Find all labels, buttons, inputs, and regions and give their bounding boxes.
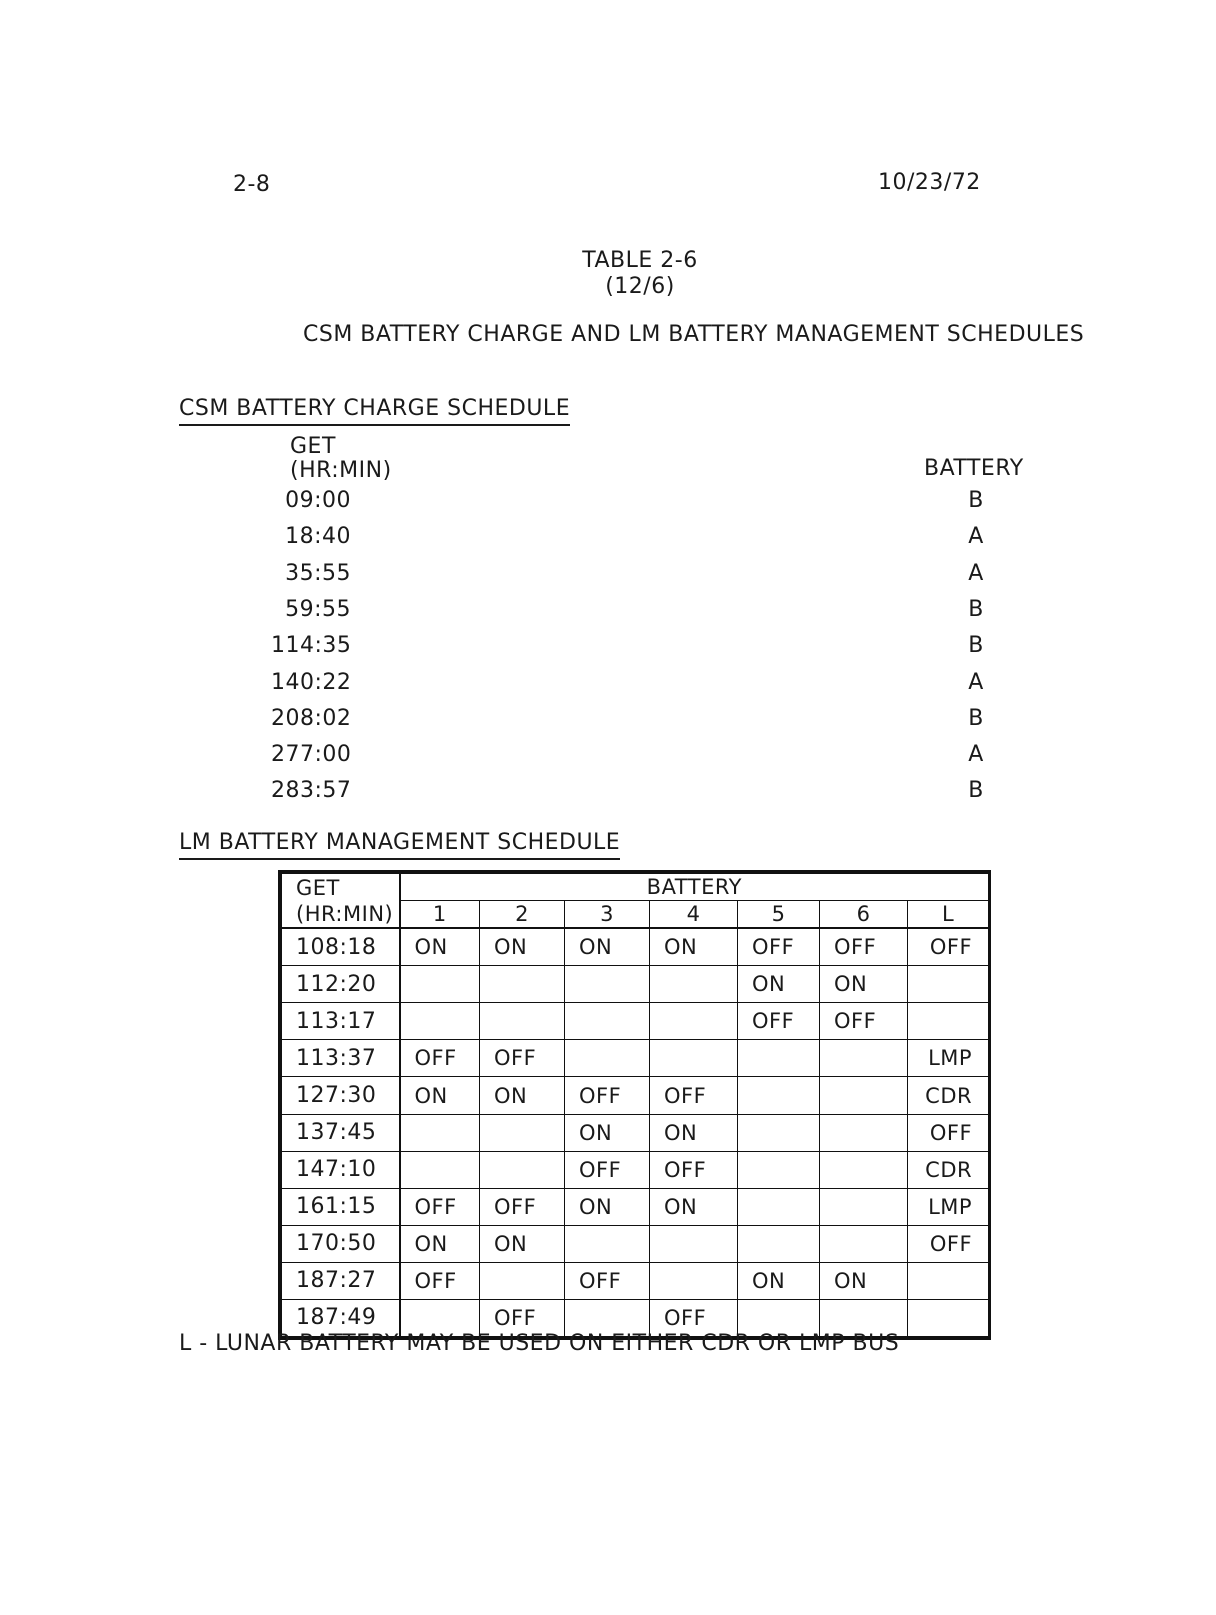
lm-get-value: 161:15 — [282, 1188, 400, 1225]
lm-get-value: 147:10 — [282, 1151, 400, 1188]
csm-schedule-row — [271, 776, 1011, 806]
lm-cell-battery-4 — [650, 1262, 738, 1299]
lm-cell-battery-2: ON — [480, 928, 565, 966]
lm-cell-battery-1: ON — [400, 1077, 480, 1114]
csm-schedule-row — [271, 704, 1011, 734]
lm-col-battery-l: L — [908, 901, 989, 929]
lm-cell-battery-4 — [650, 1225, 738, 1262]
lm-cell-battery-1 — [400, 1151, 480, 1188]
csm-battery-value: A — [968, 742, 984, 768]
lm-get-value: 187:27 — [282, 1262, 400, 1299]
lm-cell-battery-1: OFF — [400, 1188, 480, 1225]
table-row — [282, 1151, 989, 1188]
lm-get-value: 170:50 — [282, 1225, 400, 1262]
csm-schedule-row — [271, 595, 1011, 625]
lm-get-value: 112:20 — [282, 966, 400, 1003]
lm-cell-battery-1: OFF — [400, 1262, 480, 1299]
lm-cell-battery-5 — [738, 1040, 820, 1077]
lm-cell-battery-l: LMP — [908, 1188, 989, 1225]
lm-cell-battery-4 — [650, 1003, 738, 1040]
csm-schedule-row — [271, 668, 1011, 698]
lm-cell-battery-5 — [738, 1188, 820, 1225]
table-revision: (12/6) — [605, 274, 675, 299]
csm-get-value: 208:02 — [271, 705, 352, 731]
lm-col-get — [282, 874, 400, 929]
lm-cell-battery-2: ON — [480, 1077, 565, 1114]
lm-cell-battery-3: ON — [565, 1188, 650, 1225]
footnote: L - LUNAR BATTERY MAY BE USED ON EITHER CDR OR LMP BUS — [179, 1331, 900, 1356]
table-row — [282, 966, 989, 1003]
lm-header-row-1 — [282, 874, 989, 901]
lm-cell-battery-2 — [480, 1114, 565, 1151]
lm-cell-battery-4: ON — [650, 928, 738, 966]
table-row — [282, 1188, 989, 1225]
csm-get-value: 59:55 — [285, 596, 351, 622]
lm-schedule-table — [278, 870, 991, 1340]
lm-get-value: 137:45 — [282, 1114, 400, 1151]
page-number: 2-8 — [233, 172, 271, 197]
csm-schedule-row — [271, 740, 1011, 770]
table-row — [282, 1077, 989, 1114]
csm-schedule-row — [271, 522, 1011, 552]
lm-cell-battery-4: OFF — [650, 1151, 738, 1188]
lm-get-value: 127:30 — [282, 1077, 400, 1114]
lm-cell-battery-2: ON — [480, 1225, 565, 1262]
lm-cell-battery-3 — [565, 1225, 650, 1262]
csm-get-value: 114:35 — [271, 633, 352, 659]
lm-cell-battery-6: ON — [820, 966, 908, 1003]
lm-cell-battery-1: ON — [400, 1225, 480, 1262]
lm-cell-battery-2 — [480, 1151, 565, 1188]
csm-col-get: GET — [290, 434, 336, 459]
csm-col-battery: BATTERY — [924, 456, 1024, 481]
lm-cell-battery-l: LMP — [908, 1040, 989, 1077]
table-row — [282, 1003, 989, 1040]
lm-cell-battery-5 — [738, 1225, 820, 1262]
table-row — [282, 928, 989, 966]
csm-battery-value: A — [968, 560, 984, 586]
lm-col-battery-2: 2 — [480, 901, 565, 929]
csm-get-value: 18:40 — [285, 524, 351, 550]
lm-schedule-heading: LM BATTERY MANAGEMENT SCHEDULE — [179, 830, 620, 860]
csm-battery-value: A — [968, 524, 984, 550]
csm-get-value: 09:00 — [285, 488, 351, 513]
lm-cell-battery-3: OFF — [565, 1151, 650, 1188]
lm-cell-battery-l — [908, 966, 989, 1003]
lm-cell-battery-6 — [820, 1188, 908, 1225]
lm-col-battery-4: 4 — [650, 901, 738, 929]
table-number: TABLE 2-6 — [582, 248, 698, 273]
lm-col-get-units: (HR:MIN) — [296, 901, 394, 926]
lm-col-battery-5: 5 — [738, 901, 820, 929]
lm-cell-battery-5 — [738, 1077, 820, 1114]
lm-cell-battery-4: ON — [650, 1114, 738, 1151]
lm-cell-battery-l: OFF — [908, 928, 989, 966]
csm-battery-value: B — [968, 705, 984, 731]
lm-cell-battery-3: OFF — [565, 1262, 650, 1299]
lm-cell-battery-3 — [565, 966, 650, 1003]
lm-cell-battery-4 — [650, 1040, 738, 1077]
lm-col-battery-1: 1 — [400, 901, 480, 929]
lm-cell-battery-3: ON — [565, 928, 650, 966]
lm-cell-battery-l — [908, 1262, 989, 1299]
csm-get-value: 35:55 — [285, 560, 351, 586]
lm-cell-battery-5: OFF — [738, 928, 820, 966]
lm-cell-battery-6 — [820, 1225, 908, 1262]
table-row — [282, 1040, 989, 1077]
lm-cell-battery-5: OFF — [738, 1003, 820, 1040]
lm-cell-battery-4 — [650, 966, 738, 1003]
lm-cell-battery-5 — [738, 1114, 820, 1151]
csm-schedule-row — [271, 486, 1011, 516]
csm-battery-value: A — [968, 669, 984, 695]
csm-get-value: 140:22 — [271, 669, 352, 695]
lm-cell-battery-3 — [565, 1003, 650, 1040]
lm-cell-battery-1: ON — [400, 928, 480, 966]
lm-cell-battery-6 — [820, 1040, 908, 1077]
lm-cell-battery-6: ON — [820, 1262, 908, 1299]
lm-cell-battery-l: OFF — [908, 1114, 989, 1151]
lm-cell-battery-l — [908, 1299, 989, 1336]
lm-cell-battery-5: ON — [738, 1262, 820, 1299]
csm-schedule-row — [271, 631, 1011, 661]
lm-cell-battery-6 — [820, 1114, 908, 1151]
lm-cell-battery-l — [908, 1003, 989, 1040]
lm-get-value: 187:49 — [282, 1299, 400, 1336]
lm-cell-battery-4: OFF — [650, 1299, 738, 1336]
lm-cell-battery-3: OFF — [565, 1077, 650, 1114]
table-row — [282, 1114, 989, 1151]
lm-cell-battery-5 — [738, 1151, 820, 1188]
csm-get-value: 277:00 — [271, 742, 352, 768]
lm-cell-battery-1: OFF — [400, 1040, 480, 1077]
lm-cell-battery-2: OFF — [480, 1188, 565, 1225]
csm-battery-value: B — [968, 596, 984, 622]
lm-col-battery-6: 6 — [820, 901, 908, 929]
lm-cell-battery-l: OFF — [908, 1225, 989, 1262]
csm-battery-value: B — [968, 778, 984, 804]
lm-get-value: 113:37 — [282, 1040, 400, 1077]
lm-cell-battery-1 — [400, 1003, 480, 1040]
lm-cell-battery-2 — [480, 1262, 565, 1299]
csm-get-value: 283:57 — [271, 778, 352, 804]
lm-cell-battery-6 — [820, 1151, 908, 1188]
lm-cell-battery-3 — [565, 1040, 650, 1077]
csm-col-get-units: (HR:MIN) — [290, 458, 392, 483]
lm-cell-battery-5: ON — [738, 966, 820, 1003]
lm-cell-battery-2: OFF — [480, 1040, 565, 1077]
lm-cell-battery-1 — [400, 966, 480, 1003]
lm-cell-battery-6: OFF — [820, 1003, 908, 1040]
page-date: 10/23/72 — [878, 170, 981, 195]
lm-col-get-label: GET — [296, 875, 340, 900]
lm-cell-battery-4: OFF — [650, 1077, 738, 1114]
page-title: CSM BATTERY CHARGE AND LM BATTERY MANAGEMENT SCHEDULES — [303, 322, 1085, 347]
lm-cell-battery-6: OFF — [820, 928, 908, 966]
lm-cell-battery-1 — [400, 1114, 480, 1151]
lm-col-battery-3: 3 — [565, 901, 650, 929]
lm-cell-battery-3: ON — [565, 1114, 650, 1151]
lm-cell-battery-2 — [480, 1003, 565, 1040]
lm-cell-battery-2: OFF — [480, 1299, 565, 1336]
table-row — [282, 1262, 989, 1299]
lm-cell-battery-l: CDR — [908, 1151, 989, 1188]
lm-cell-battery-6 — [820, 1077, 908, 1114]
lm-cell-battery-2 — [480, 966, 565, 1003]
csm-schedule-row — [271, 559, 1011, 589]
lm-cell-battery-l: CDR — [908, 1077, 989, 1114]
lm-get-value: 113:17 — [282, 1003, 400, 1040]
lm-col-battery-group: BATTERY — [400, 874, 989, 901]
csm-battery-value: B — [968, 633, 984, 659]
csm-battery-value: B — [968, 488, 984, 513]
csm-schedule-heading: CSM BATTERY CHARGE SCHEDULE — [179, 396, 570, 426]
table-row — [282, 1225, 989, 1262]
lm-cell-battery-4: ON — [650, 1188, 738, 1225]
lm-get-value: 108:18 — [282, 928, 400, 966]
